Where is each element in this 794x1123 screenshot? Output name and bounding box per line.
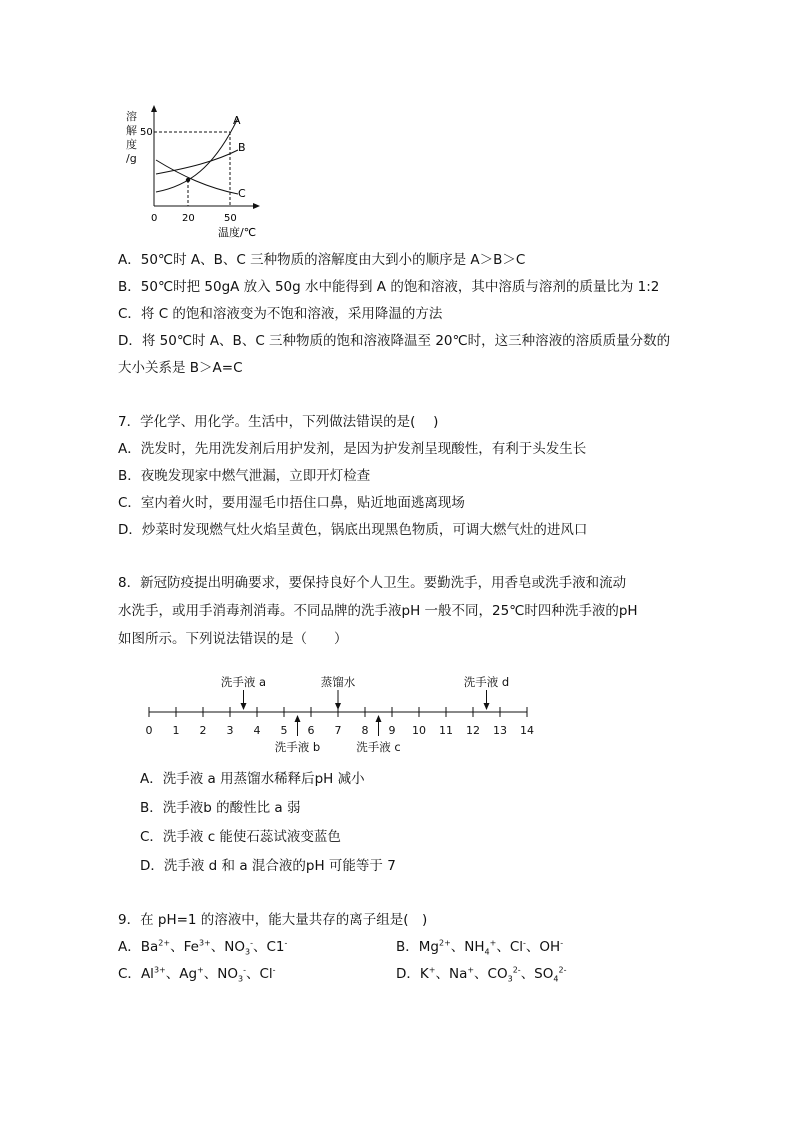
ph-marker-label-1: 蒸馏水: [320, 675, 356, 689]
ph-marker-label-2: 洗手液 d: [463, 675, 510, 689]
q8-option-c: C．洗手液 c 能使石蕊试液变蓝色: [140, 829, 341, 845]
ph-tick-label-11: 11: [439, 724, 453, 737]
q8-stem-line2: 水洗手，或用手消毒剂消毒。不同品牌的洗手液pH 一般不同，25℃时四种洗手液的pH: [118, 603, 638, 619]
y-tick-50: 50: [140, 127, 153, 138]
q8-option-d: D．洗手液 d 和 a 混合液的pH 可能等于 7: [140, 858, 396, 874]
q8-stem-line1: 8．新冠防疫提出明确要求，要保持良好个人卫生。要勤洗手，用香皂或洗手液和流动: [118, 575, 627, 591]
q9-option-a: A．$Ba^{2+}$、$Fe^{3+}$、$NO_3^-$、C1-: [118, 938, 288, 957]
y-label-1: 溶: [126, 110, 137, 123]
q9-stem: 9．在 pH=1 的溶液中，能大量共存的离子组是( ): [118, 912, 428, 928]
label-c: C: [238, 187, 246, 200]
ph-tick-label-10: 10: [412, 724, 426, 737]
ph-tick-label-14: 14: [520, 724, 534, 737]
y-axis-label: [126, 109, 137, 165]
ph-tick-label-7: 7: [334, 724, 342, 737]
y-label-3: 度: [126, 138, 137, 151]
q8-stem-line3: 如图所示。下列说法错误的是（ ）: [118, 631, 348, 647]
q8-option-b: B．洗手液b 的酸性比 a 弱: [140, 800, 301, 816]
ph-marker-arrow-2: [484, 703, 490, 710]
ph-tick-label-12: 12: [466, 724, 480, 737]
ph-marker-label-3: 洗手液 b: [274, 740, 321, 754]
ph-tick-label-2: 2: [199, 724, 207, 737]
q6-option-a: A．50℃时 A、B、C 三种物质的溶解度由大到小的顺序是 A＞B＞C: [118, 252, 526, 268]
q6-option-b: B．50℃时把 50gA 放入 50g 水中能得到 A 的饱和溶液，其中溶质与溶剂的质量比为 1:2: [118, 279, 660, 295]
intersection-point: [186, 178, 190, 182]
y-label-2: 解: [126, 124, 137, 137]
ph-tick-label-13: 13: [493, 724, 507, 737]
ph-marker-label-0: 洗手液 a: [220, 675, 267, 689]
q9-option-d: D．K+、Na+、$CO_3^{2-}$、$SO_4^{2-}$: [396, 965, 567, 984]
q9-option-b: B．$Mg^{2+}$、$NH_4^+$、Cl-、OH-: [396, 938, 564, 957]
ph-tick-label-8: 8: [361, 724, 369, 737]
x-axis-arrow: [253, 203, 260, 209]
ph-marker-arrow-1: [335, 703, 341, 710]
q6-option-d-line2: 大小关系是 B＞A=C: [118, 360, 243, 376]
q9-option-c: C．$Al^{3+}$、Ag+、$NO_3^-$、Cl-: [118, 965, 276, 984]
x-tick-50: 50: [224, 213, 237, 224]
ph-tick-label-1: 1: [172, 724, 180, 737]
curve-b: [156, 150, 238, 174]
q7-stem: 7．学化学、用化学。生活中，下列做法错误的是( ): [118, 414, 439, 430]
ph-marker-arrow-3: [295, 715, 301, 722]
q7-option-b: B．夜晚发现家中燃气泄漏，立即开灯检查: [118, 468, 371, 484]
label-a: A: [233, 114, 241, 127]
solubility-chart: [118, 102, 278, 240]
x-tick-20: 20: [182, 213, 195, 224]
q7-option-c: C．室内着火时，要用湿毛巾捂住口鼻，贴近地面逃离现场: [118, 495, 465, 511]
q7-option-a: A．洗发时，先用洗发剂后用护发剂，是因为护发剂呈现酸性，有利于头发生长: [118, 441, 587, 457]
q7-option-d: D．炒菜时发现燃气灶火焰呈黄色，锅底出现黑色物质，可调大燃气灶的进风口: [118, 522, 588, 538]
ph-tick-label-4: 4: [253, 724, 261, 737]
label-b: B: [238, 141, 246, 154]
x-tick-0: 0: [151, 213, 158, 224]
ph-tick-label-9: 9: [388, 724, 396, 737]
q8-option-a: A．洗手液 a 用蒸馏水稀释后pH 减小: [140, 771, 365, 787]
ph-scale: [130, 660, 550, 760]
ph-tick-label-0: 0: [145, 724, 153, 737]
ph-tick-label-6: 6: [307, 724, 315, 737]
q6-option-d-line1: D．将 50℃时 A、B、C 三种物质的饱和溶液降温至 20℃时，这三种溶液的溶质质量分数的: [118, 333, 671, 349]
ph-marker-label-4: 洗手液 c: [356, 740, 401, 754]
y-label-4: /g: [126, 152, 137, 165]
x-axis-label: 温度/℃: [218, 226, 257, 239]
ph-marker-arrow-4: [376, 715, 382, 722]
ph-tick-label-5: 5: [280, 724, 288, 737]
y-axis-arrow: [151, 105, 157, 112]
q6-option-c: C．将 C 的饱和溶液变为不饱和溶液，采用降温的方法: [118, 306, 443, 322]
ph-tick-label-3: 3: [226, 724, 234, 737]
ph-marker-arrow-0: [241, 703, 247, 710]
